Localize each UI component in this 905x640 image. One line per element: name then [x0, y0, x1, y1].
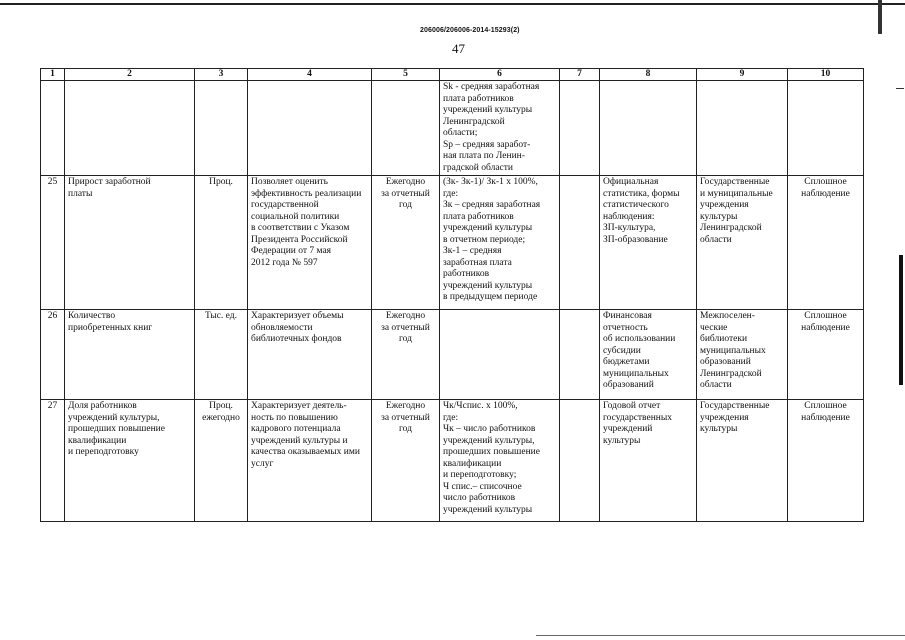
cell-line: услуг [251, 458, 274, 469]
cell-line: области [700, 380, 732, 390]
cell-line: Ленинградской [443, 116, 505, 127]
cell-line: где: [443, 188, 459, 199]
cell-line: кадрового потенциала [251, 424, 341, 434]
cell-line: учреждений культуры [443, 504, 533, 515]
cell-line: год [399, 200, 412, 210]
cell-line: обновляемости [251, 322, 313, 333]
cell-periodicity [372, 176, 440, 310]
cell-indicator [65, 81, 195, 176]
cell-line: отчетность [603, 322, 648, 333]
cell-line: бюджетами [603, 357, 650, 367]
cell-source [600, 400, 697, 522]
cell-line: Зк-1 – средняя [443, 246, 502, 256]
cell-line: Ежегодно [385, 177, 426, 187]
cell-formula [440, 310, 560, 400]
cell-line: наблюдение [801, 188, 850, 199]
cell-line: Сплошное [804, 177, 847, 187]
cell-line: в соответствии с Указом [251, 223, 350, 233]
table-row [41, 400, 864, 522]
cell-line: Проц. [209, 401, 233, 411]
column-header: 3 [195, 69, 248, 81]
cell-line: Характеризует деятель- [251, 401, 347, 411]
cell-number: 25 [41, 176, 65, 310]
cell-unit [195, 400, 248, 522]
cell-number: 26 [41, 310, 65, 400]
cell-line: число работников [443, 493, 516, 503]
cell-line: области [700, 234, 732, 245]
cell-unit [195, 310, 248, 400]
cell-line: Сплошное [804, 401, 847, 411]
cell-line: Чк – число работников [443, 424, 536, 434]
table-body [41, 81, 864, 522]
cell-line: Ленинградской [700, 223, 762, 233]
cell-line: год [399, 424, 412, 434]
cell-col7 [560, 310, 600, 400]
cell-line: наблюдение [801, 412, 850, 423]
cell-source [600, 81, 697, 176]
cell-line: Государственные [700, 401, 770, 411]
cell-line: градской области [443, 162, 514, 173]
column-header: 4 [248, 69, 372, 81]
table-header-row [41, 69, 864, 81]
cell-source [600, 176, 697, 310]
cell-line: муниципальных [700, 345, 766, 356]
cell-line: в отчетном периоде; [443, 234, 526, 245]
scan-edge-bar [899, 255, 903, 385]
table-row [41, 310, 864, 400]
cell-line: где: [443, 412, 459, 423]
cell-line: Количество [68, 311, 116, 321]
page-bottom-border [536, 635, 905, 636]
cell-line: Тыс. ед. [205, 311, 237, 321]
cell-line: Проц. [209, 177, 233, 187]
cell-line: ЗП-культура, [603, 223, 656, 233]
cell-line: приобретенных книг [68, 322, 153, 333]
cell-line: учреждений культуры, [443, 435, 535, 446]
cell-line: социальной политики [251, 211, 340, 222]
cell-line: Прирост заработной [68, 177, 151, 187]
cell-line: (Зк- Зк-1)/ Зк-1 х 100%, [443, 177, 538, 187]
page-top-border [0, 3, 905, 5]
table-row [41, 176, 864, 310]
document-code: 206006/206006-2014-15293(2) [420, 27, 520, 34]
cell-line: учреждения [700, 412, 749, 423]
cell-line: плата работников [443, 211, 514, 222]
cell-line: Ленинградской [700, 368, 762, 379]
cell-line: учреждений культуры [443, 105, 533, 115]
cell-line: библиотеки [700, 334, 748, 344]
scan-edge-tick [896, 88, 904, 89]
cell-method [788, 310, 864, 400]
cell-line: за отчетный [381, 322, 430, 333]
cell-line: ческие [700, 322, 728, 333]
table-row [41, 81, 864, 176]
cell-line: учреждений [603, 424, 653, 434]
cell-line: эффективность реализации [251, 188, 362, 199]
cell-unit [195, 81, 248, 176]
cell-source [600, 310, 697, 400]
cell-line: ежегодно [202, 412, 240, 423]
cell-line: культуры [700, 211, 738, 222]
cell-col7 [560, 400, 600, 522]
cell-line: государственных [603, 412, 673, 423]
cell-indicator [65, 400, 195, 522]
cell-line: Ежегодно [385, 311, 426, 321]
cell-line: и переподготовку [68, 447, 139, 457]
column-header: 8 [600, 69, 697, 81]
cell-line: Годовой отчет [603, 401, 661, 411]
column-header: 6 [440, 69, 560, 81]
cell-line: библиотечных фондов [251, 334, 342, 344]
cell-line: Ч спис.– списочное [443, 481, 522, 492]
cell-line: Чк/Чспис. х 100%, [443, 401, 518, 411]
column-header: 2 [65, 69, 195, 81]
cell-line: ная плата по Ленин- [443, 151, 525, 161]
cell-line: Позволяет оценить [251, 177, 328, 187]
cell-col7 [560, 176, 600, 310]
cell-method [788, 81, 864, 176]
cell-line: образований [603, 380, 654, 390]
cell-formula [440, 81, 560, 176]
column-header: 10 [788, 69, 864, 81]
cell-line: прошедших повышение [443, 447, 540, 457]
cell-line: Президента Российской [251, 234, 348, 245]
column-header: 7 [560, 69, 600, 81]
cell-line: наблюдения: [603, 211, 655, 222]
cell-object [697, 176, 788, 310]
cell-line: и переподготовку; [443, 470, 517, 480]
cell-line: статистика, формы [603, 188, 680, 199]
cell-line: наблюдение [801, 322, 850, 333]
cell-line: Межпоселен- [700, 311, 755, 321]
cell-line: субсидии [603, 345, 641, 356]
cell-method [788, 400, 864, 522]
cell-line: ность по повышению [251, 412, 338, 423]
cell-line: образований [700, 357, 751, 367]
cell-number [41, 81, 65, 176]
cell-line: прошедших повышение [68, 424, 165, 434]
column-header: 9 [697, 69, 788, 81]
cell-line: Финансовая [603, 311, 652, 321]
cell-line: Характеризует объемы [251, 311, 344, 321]
cell-line: квалификации [443, 458, 502, 469]
cell-formula [440, 400, 560, 522]
indicators-table [40, 68, 864, 522]
cell-periodicity [372, 81, 440, 176]
cell-line: учреждений культуры [443, 223, 533, 233]
cell-line: Sk - средняя заработная [443, 82, 540, 92]
cell-line: Зк – средняя заработная [443, 200, 541, 210]
cell-line: за отчетный [381, 188, 430, 199]
cell-line: Сплошное [804, 311, 847, 321]
cell-line: платы [68, 188, 93, 199]
cell-formula [440, 176, 560, 310]
cell-line: учреждения [700, 200, 749, 210]
cell-object [697, 400, 788, 522]
cell-line: государственной [251, 200, 319, 210]
cell-line: 2012 года № 597 [251, 257, 318, 268]
cell-unit [195, 176, 248, 310]
cell-line: ЗП-образование [603, 234, 668, 245]
cell-line: статистического [603, 200, 669, 210]
cell-line: Ежегодно [385, 401, 426, 411]
cell-line: за отчетный [381, 412, 430, 423]
column-header: 5 [372, 69, 440, 81]
cell-line: области; [443, 128, 478, 138]
cell-description [248, 310, 372, 400]
cell-description [248, 176, 372, 310]
cell-col7 [560, 81, 600, 176]
cell-line: Официальная [603, 177, 659, 187]
cell-line: заработная плата [443, 257, 512, 268]
cell-number: 27 [41, 400, 65, 522]
cell-line: Федерации от 7 мая [251, 246, 332, 256]
cell-line: плата работников [443, 93, 514, 104]
cell-line: культуры [603, 435, 641, 446]
column-header: 1 [41, 69, 65, 81]
cell-line: в предыдущем периоде [443, 292, 538, 302]
scan-edge-mark [878, 0, 882, 34]
cell-indicator [65, 176, 195, 310]
cell-description [248, 81, 372, 176]
cell-description [248, 400, 372, 522]
cell-line: и муниципальные [700, 188, 773, 199]
cell-line: культуры [700, 424, 738, 434]
cell-line: Доля работников [68, 401, 137, 411]
cell-indicator [65, 310, 195, 400]
cell-line: квалификации [68, 435, 127, 446]
cell-line: Sp – средняя заработ- [443, 139, 531, 150]
cell-line: учреждений культуры и [251, 435, 348, 446]
cell-line: учреждений культуры, [68, 412, 160, 423]
cell-line: работников [443, 269, 490, 279]
cell-object [697, 81, 788, 176]
cell-line: качества оказываемых ими [251, 447, 360, 457]
cell-line: муниципальных [603, 368, 669, 379]
cell-object [697, 310, 788, 400]
cell-line: Государственные [700, 177, 770, 187]
page-number: 47 [452, 41, 465, 56]
cell-line: год [399, 334, 412, 344]
cell-periodicity [372, 310, 440, 400]
cell-line: об использовании [603, 334, 676, 344]
cell-periodicity [372, 400, 440, 522]
cell-line: учреждений культуры [443, 280, 533, 291]
cell-method [788, 176, 864, 310]
